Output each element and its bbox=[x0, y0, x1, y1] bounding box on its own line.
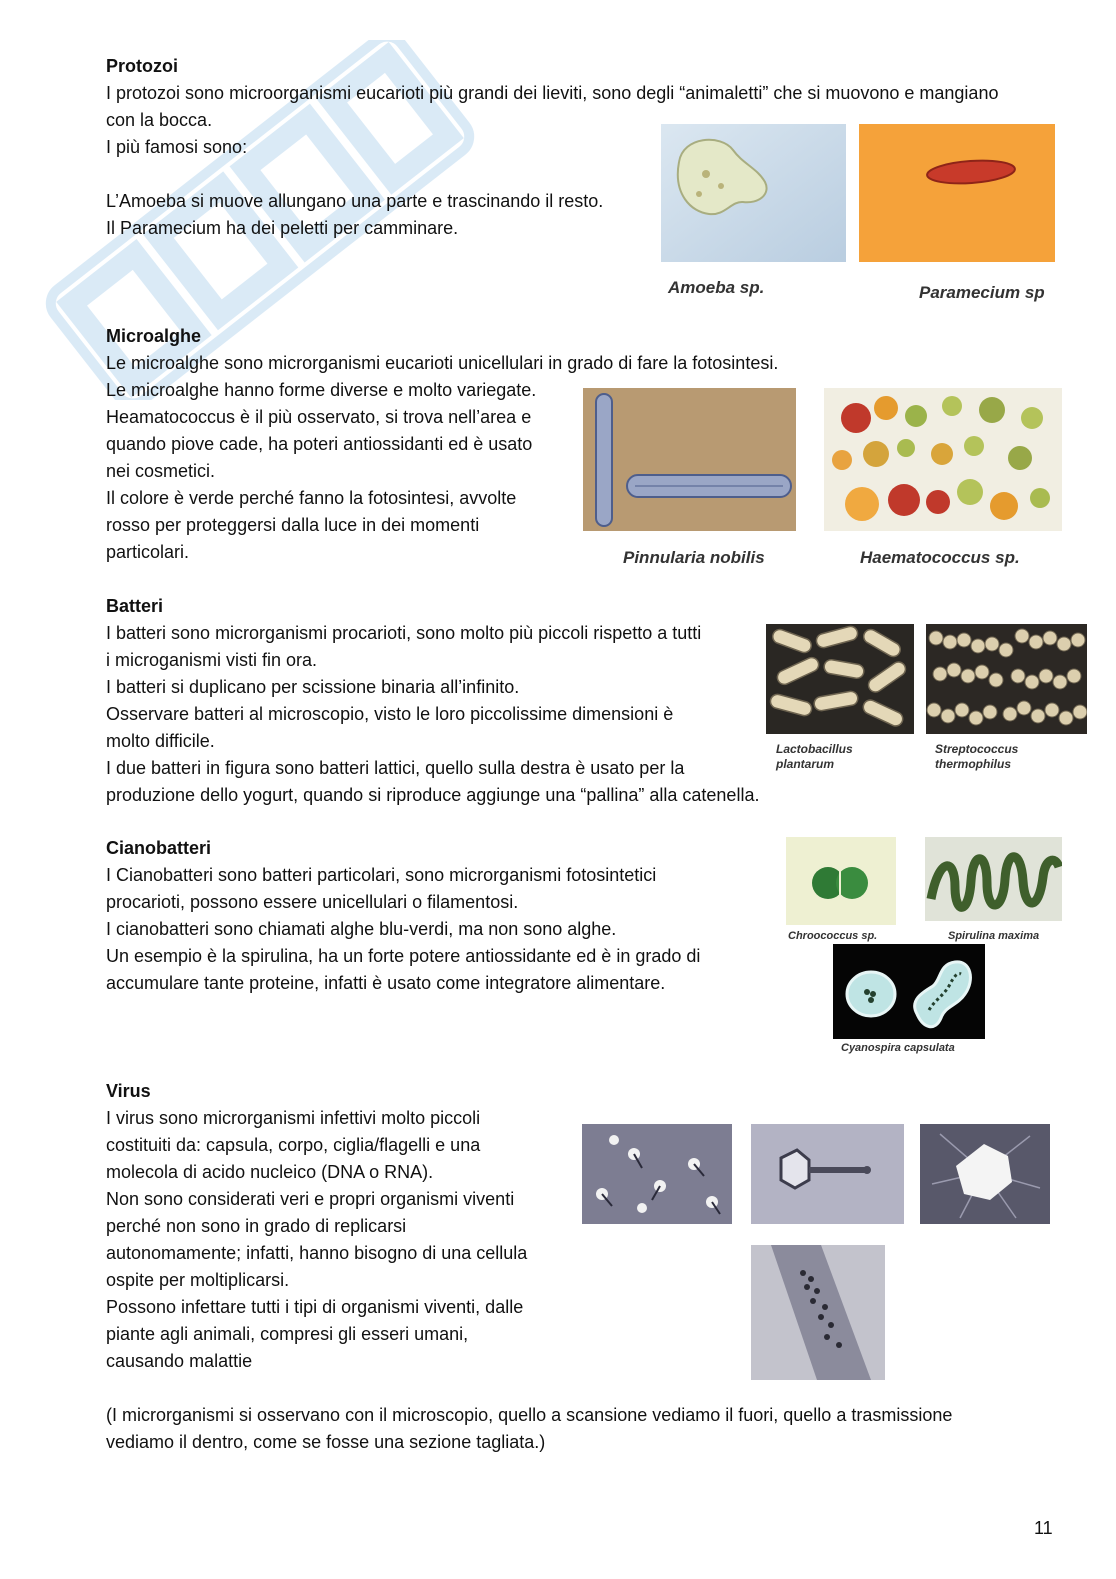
caption-line: plantarum bbox=[776, 757, 835, 771]
paragraph-line: piante agli animali, compresi gli esseri umani, bbox=[106, 1324, 469, 1344]
caption-line: Streptococcus bbox=[935, 742, 1019, 756]
caption-cyanospira: Cyanospira capsulata bbox=[841, 1042, 955, 1054]
paragraph-line: I batteri sono microrganismi procarioti, sono molto più piccoli rispetto a tutti bbox=[106, 623, 702, 643]
paragraph-line: L’Amoeba si muove allungano una parte e trascinando il resto. bbox=[106, 191, 604, 211]
paragraph-line: accumulare tante proteine, infatti è usato come integratore alimentare. bbox=[106, 973, 666, 993]
caption-pinnularia: Pinnularia nobilis bbox=[623, 548, 765, 567]
section-title: Protozoi bbox=[106, 56, 178, 76]
chroococcus-image bbox=[786, 837, 896, 925]
pinnularia-image bbox=[583, 388, 796, 531]
paragraph-line: autonomamente; infatti, hanno bisogno di una cellula bbox=[106, 1243, 528, 1263]
paragraph-line: procarioti, possono essere unicellulari o filamentosi. bbox=[106, 892, 519, 912]
paragraph-line: I Cianobatteri sono batteri particolari, sono microrganismi fotosintetici bbox=[106, 865, 657, 885]
paramecium-image bbox=[859, 124, 1055, 262]
paragraph-line: I protozoi sono microorganismi eucarioti più grandi dei lieviti, sono degli “animaletti” che si muovono e mangiano bbox=[106, 83, 999, 103]
caption-chroococcus: Chroococcus sp. bbox=[788, 930, 878, 942]
paragraph-line: molto difficile. bbox=[106, 731, 215, 751]
bacteriophage-tem-image bbox=[751, 1124, 904, 1224]
paragraph-line: I batteri si duplicano per scissione binaria all’infinito. bbox=[106, 677, 520, 697]
amoeba-image bbox=[661, 124, 846, 262]
paragraph-line: I virus sono microrganismi infettivi molto piccoli bbox=[106, 1108, 481, 1128]
paragraph-line: causando malattie bbox=[106, 1351, 253, 1371]
spirulina-image bbox=[925, 837, 1062, 921]
paragraph-line: Le microalghe sono microrganismi eucarioti unicellulari in grado di fare la fotosintesi. bbox=[106, 353, 779, 373]
paragraph-line: (I microrganismi si osservano con il microscopio, quello a scansione vediamo il fuori, quello a trasmissione bbox=[106, 1405, 953, 1425]
paragraph-line: i microganismi visti fin ora. bbox=[106, 650, 318, 670]
caption-haematococcus: Haematococcus sp. bbox=[860, 548, 1020, 567]
paragraph-line: produzione dello yogurt, quando si riproduce aggiunge una “pallina” alla catenella. bbox=[106, 785, 760, 805]
streptococcus-image bbox=[926, 624, 1087, 734]
paragraph-line: Osservare batteri al microscopio, visto le loro piccolissime dimensioni è bbox=[106, 704, 674, 724]
paragraph-line: Non sono considerati veri e propri organismi viventi bbox=[106, 1189, 515, 1209]
caption-line: thermophilus bbox=[935, 757, 1012, 771]
section-title: Cianobatteri bbox=[106, 838, 212, 858]
section-title: Virus bbox=[106, 1081, 151, 1101]
paragraph-line: I cianobatteri sono chiamati alghe blu-verdi, ma non sono alghe. bbox=[106, 919, 617, 939]
section-virus bbox=[106, 1078, 576, 1375]
caption-paramecium: Paramecium sp bbox=[919, 283, 1045, 302]
footer-note bbox=[106, 1402, 1066, 1456]
caption-line: Lactobacillus bbox=[776, 742, 853, 756]
paragraph-line: I più famosi sono: bbox=[106, 137, 248, 157]
caption-amoeba: Amoeba sp. bbox=[668, 278, 765, 297]
section-title: Batteri bbox=[106, 596, 164, 616]
caption-streptococcus bbox=[935, 742, 1018, 772]
paragraph-line: I due batteri in figura sono batteri lattici, quello sulla destra è usato per la bbox=[106, 758, 685, 778]
paragraph-line: perché non sono in grado di replicarsi bbox=[106, 1216, 407, 1236]
paragraph-line: costituiti da: capsula, corpo, ciglia/flagelli e una bbox=[106, 1135, 481, 1155]
paragraph-line: quando piove cade, ha poteri antiossidanti ed è usato bbox=[106, 434, 533, 454]
paragraph-line: Un esempio è la spirulina, ha un forte potere antiossidante ed è in grado di bbox=[106, 946, 701, 966]
virus-capsid-image bbox=[920, 1124, 1050, 1224]
bacteriophage-field-image bbox=[582, 1124, 732, 1224]
paragraph-line: Possono infettare tutti i tipi di organismi viventi, dalle bbox=[106, 1297, 524, 1317]
cyanospira-image bbox=[833, 944, 985, 1039]
section-title: Microalghe bbox=[106, 326, 202, 346]
paragraph-line: vediamo il dentro, come se fosse una sezione tagliata.) bbox=[106, 1432, 546, 1452]
paragraph-line: Il colore è verde perché fanno la fotosintesi, avvolte bbox=[106, 488, 517, 508]
paragraph-line: nei cosmetici. bbox=[106, 461, 216, 481]
paragraph-line: rosso per proteggersi dalla luce in dei momenti bbox=[106, 515, 480, 535]
haematococcus-image bbox=[824, 388, 1062, 531]
page-number: 11 bbox=[1034, 1518, 1053, 1538]
paragraph-line: particolari. bbox=[106, 542, 190, 562]
caption-lactobacillus bbox=[776, 742, 853, 772]
paragraph-line: Il Paramecium ha dei peletti per camminare. bbox=[106, 218, 459, 238]
lactobacillus-image bbox=[766, 624, 914, 734]
section-cianobatteri bbox=[106, 835, 766, 997]
paragraph-line: Heamatococcus è il più osservato, si trova nell’area e bbox=[106, 407, 532, 427]
caption-spirulina: Spirulina maxima bbox=[948, 930, 1040, 942]
paragraph-line: Le microalghe hanno forme diverse e molto variegate. bbox=[106, 380, 537, 400]
infected-cell-image bbox=[751, 1245, 885, 1380]
paragraph-line: ospite per moltiplicarsi. bbox=[106, 1270, 290, 1290]
paragraph-line: molecola di acido nucleico (DNA o RNA). bbox=[106, 1162, 434, 1182]
paragraph-line: con la bocca. bbox=[106, 110, 213, 130]
